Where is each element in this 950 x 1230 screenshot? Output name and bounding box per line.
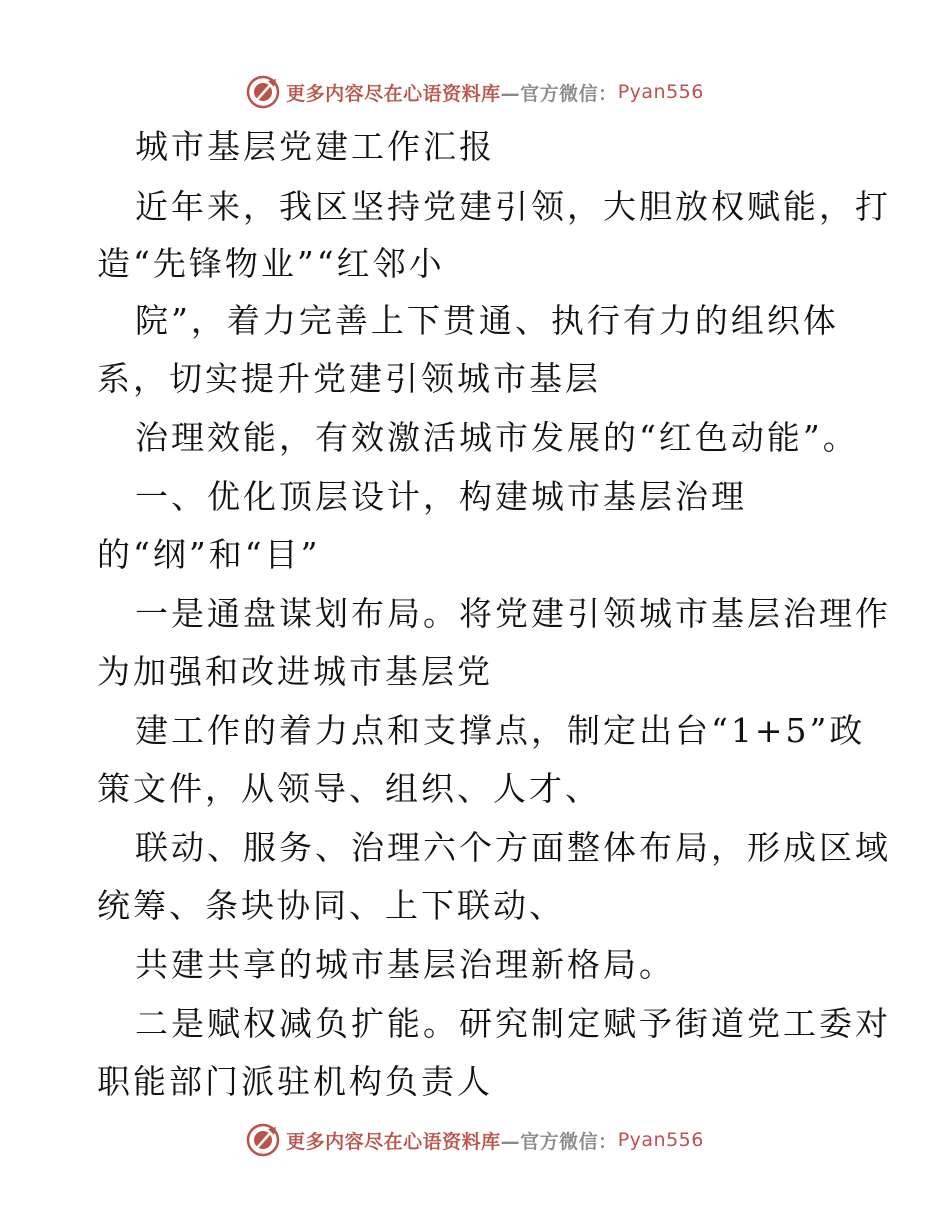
brand-logo-icon [246,75,280,109]
paragraph-line: 建工作的着力点和支撑点，制定出台“1+5”政 [135,711,866,750]
paragraph-line: 联动、服务、治理六个方面整体布局，形成区域 [135,828,891,867]
paragraph-line: 院”，着力完善上下贯通、执行有力的组织体 [135,301,839,340]
watermark-separator-text: —官方微信： [500,82,618,105]
paragraph-line: 治理效能，有效激活城市发展的“红色动能”。 [135,418,859,457]
paragraph-line: 策文件，从领导、组织、人才、 [97,769,601,808]
paragraph-line: 统筹、条块协同、上下联动、 [97,886,565,925]
paragraph-line: 近年来，我区坚持党建引领，大胆放权赋能，打 [135,187,891,226]
section-heading: 一、优化顶层设计，构建城市基层治理 [135,477,747,516]
paragraph-line: 一是通盘谋划布局。将党建引领城市基层治理作 [135,594,891,633]
watermark-main-text: 更多内容尽在心语资料库 [286,1130,501,1153]
paragraph-line: 系，切实提升党建引领城市基层 [97,359,601,398]
paragraph-line: 为加强和改进城市基层党 [97,652,493,691]
header-watermark [0,72,950,112]
watermark-separator-text: —官方微信： [500,1130,618,1153]
paragraph-line: 二是赋权减负扩能。研究制定赋予街道党工委对 [135,1004,891,1043]
footer-watermark [0,1120,950,1160]
brand-logo-icon [246,1123,280,1157]
document-title: 城市基层党建工作汇报 [135,127,495,166]
watermark-main-text: 更多内容尽在心语资料库 [286,82,501,105]
paragraph-line: 共建共享的城市基层治理新格局。 [135,945,675,984]
watermark-wechat-id: Pyan556 [617,1129,704,1151]
section-heading: 的“纲”和“目” [97,535,321,574]
watermark-wechat-id: Pyan556 [617,81,704,103]
paragraph-line: 造“先锋物业”“红邻小 [97,244,445,283]
paragraph-line: 职能部门派驻机构负责人 [97,1062,493,1101]
